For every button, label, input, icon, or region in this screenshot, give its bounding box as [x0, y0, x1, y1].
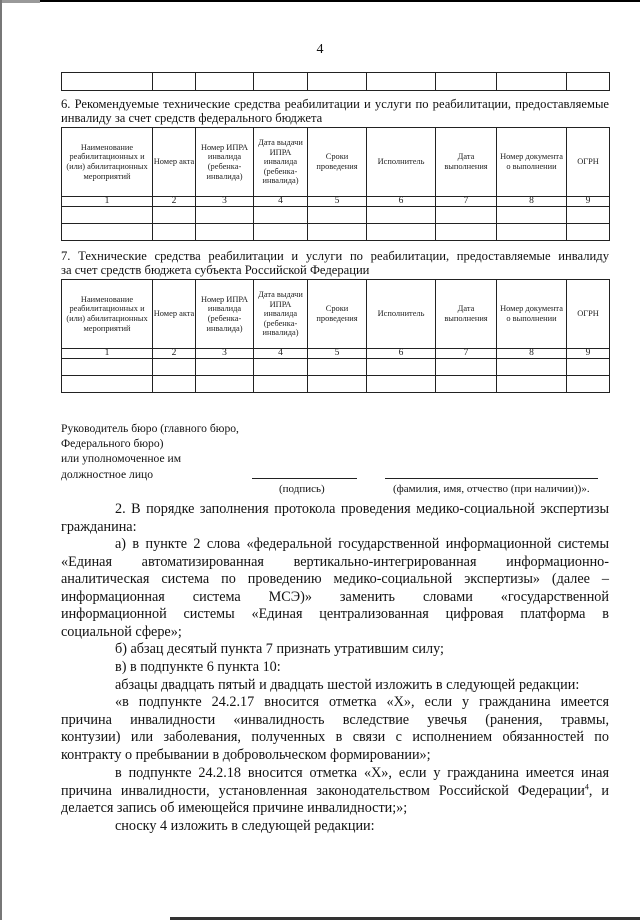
table-cell [567, 73, 610, 91]
table-cell [62, 207, 153, 224]
paragraph-footnote-instruction [61, 818, 609, 836]
text-line: «Единая автоматизированная вертикально-интегрированная информационно- [61, 553, 609, 570]
text-line: в подпункте 24.2.18 вносится отметка «Х», если у гражданина имеется иная [115, 765, 609, 781]
table-cell [153, 224, 196, 241]
signature-label: (подпись) [279, 483, 325, 495]
table-cell [567, 207, 610, 224]
table-cell [367, 359, 436, 376]
table-cell [196, 359, 254, 376]
column-header-activity-name: Наименование реабилитационных и (или) абилитационных мероприятий [62, 128, 153, 197]
page-number: 4 [316, 42, 324, 57]
footnote-marker: 4 [584, 781, 589, 791]
full-name-label: (фамилия, имя, отчество (при наличии))». [393, 483, 590, 495]
table-row [62, 224, 610, 241]
column-number: 9 [567, 349, 610, 359]
text-line: контузии) или заболевания, полученных в связи с исполнением обязанностей по [61, 729, 609, 746]
page-frame-top-accent [0, 0, 40, 3]
column-number: 1 [62, 349, 153, 359]
column-header-completion-date: Дата выполнения [436, 280, 497, 349]
text-line: причина инвалидности, установленная законодательством Российской Федерации$^4$, и [61, 781, 610, 799]
column-header-executor: Исполнитель [367, 280, 436, 349]
column-number: 5 [308, 197, 367, 207]
table-row [62, 73, 610, 91]
column-header-ipra-number: Номер ИПРА инвалида (ребенка-инвалида) [196, 128, 254, 197]
table-cell [196, 376, 254, 393]
paragraph-2b [61, 641, 609, 659]
table-cell [367, 73, 436, 91]
text-line: социальной сфере»; [61, 623, 182, 640]
text-line: информационная система МСЭ)» заменить словами «государственной [61, 588, 609, 605]
table-cell [62, 73, 153, 91]
table-cell [436, 73, 497, 91]
table-cell [497, 376, 567, 393]
table-cell [62, 376, 153, 393]
table-row [62, 376, 610, 393]
column-header-act-number: Номер акта [153, 280, 196, 349]
signatory-line: Федерального бюро) [61, 437, 164, 451]
text-line: б) абзац десятый пункта 7 признать утратившим силу; [115, 641, 444, 657]
text-line: сноску 4 изложить в следующей редакции: [115, 818, 375, 834]
table-cell [254, 224, 308, 241]
signatory-line: Руководитель бюро (главного бюро, [61, 422, 239, 435]
paragraph-2 [61, 501, 609, 536]
signature-line [252, 478, 357, 479]
column-number: 2 [153, 349, 196, 359]
column-number: 6 [367, 349, 436, 359]
table-cell [153, 73, 196, 91]
table-number-row [62, 197, 610, 207]
continuation-table [61, 72, 610, 91]
column-number: 3 [196, 197, 254, 207]
table-cell [254, 73, 308, 91]
column-number: 8 [497, 197, 567, 207]
column-number: 2 [153, 197, 196, 207]
table-number-row [62, 349, 610, 359]
table-cell [62, 224, 153, 241]
section-6-title-line: инвалиду за счет средств федерального бюджета [61, 110, 323, 125]
table-cell [436, 376, 497, 393]
column-header-ipra-date: Дата выдачи ИПРА инвалида (ребенка-инвалида) [254, 128, 308, 197]
column-header-ogrn: ОГРН [567, 280, 610, 349]
column-header-document-number: Номер документа о выполнении [497, 128, 567, 197]
section-7-title-line: за счет средств бюджета субъекта Российской Федерации [61, 262, 370, 277]
table-cell [308, 207, 367, 224]
section-7-title-line: 7. Технические средства реабилитации и услуги по реабилитации, предоставляемые инвалиду [61, 249, 609, 263]
paragraph-24-2-17 [61, 694, 609, 764]
section-7-table [61, 279, 610, 393]
column-header-activity-name: Наименование реабилитационных и (или) абилитационных мероприятий [62, 280, 153, 349]
column-header-ogrn: ОГРН [567, 128, 610, 197]
column-number: 3 [196, 349, 254, 359]
table-cell [497, 207, 567, 224]
table-cell [153, 359, 196, 376]
table-cell [567, 376, 610, 393]
text-line: контракту о пребывании в добровольческом формировании»; [61, 746, 431, 763]
table-cell [62, 359, 153, 376]
column-header-executor: Исполнитель [367, 128, 436, 197]
signatory-line: должностное лицо [61, 467, 154, 481]
table-cell [308, 224, 367, 241]
table-header-row [62, 128, 610, 197]
paragraph-2c-intro [61, 677, 609, 695]
text-line: аналитическая система по проведению медико-социальной экспертизы» (далее – [61, 571, 609, 588]
table-cell [308, 359, 367, 376]
column-number: 5 [308, 349, 367, 359]
column-header-act-number: Номер акта [153, 128, 196, 197]
column-number: 4 [254, 197, 308, 207]
table-cell [196, 224, 254, 241]
column-number: 6 [367, 197, 436, 207]
text-line: гражданина: [61, 518, 137, 535]
text-line: 2. В порядке заполнения протокола проведения медико-социальной экспертизы [115, 501, 609, 517]
table-header-row [62, 280, 610, 349]
section-6-title-line: 6. Рекомендуемые технические средства реабилитации и услуги по реабилитации, предоставляемые [61, 97, 609, 111]
column-header-ipra-number: Номер ИПРА инвалида (ребенка-инвалида) [196, 280, 254, 349]
text-line: в) в подпункте 6 пункта 10: [115, 659, 281, 675]
table-cell [567, 224, 610, 241]
table-cell [497, 73, 567, 91]
table-cell [497, 359, 567, 376]
full-name-line [385, 478, 598, 479]
page-frame-top [0, 0, 640, 2]
table-cell [254, 376, 308, 393]
section-6-table [61, 127, 610, 241]
signatory-line: или уполномоченное им [61, 452, 182, 466]
table-cell [196, 73, 254, 91]
table-cell [308, 376, 367, 393]
table-cell [367, 376, 436, 393]
column-header-period: Сроки проведения [308, 128, 367, 197]
section-7-title [61, 250, 609, 277]
section-6-title [61, 98, 609, 125]
table-cell [196, 207, 254, 224]
paragraph-2a [61, 536, 609, 642]
paragraph-2c [61, 659, 609, 677]
table-cell [254, 359, 308, 376]
table-cell [436, 359, 497, 376]
table-row [62, 359, 610, 376]
paragraph-24-2-18 [61, 765, 609, 818]
table-cell [153, 376, 196, 393]
column-header-completion-date: Дата выполнения [436, 128, 497, 197]
text-line: абзацы двадцать пятый и двадцать шестой изложить в следующей редакции: [115, 677, 580, 693]
table-cell [367, 207, 436, 224]
column-number: 1 [62, 197, 153, 207]
table-row [62, 207, 610, 224]
text-line: «в подпункте 24.2.17 вносится отметка «Х», если у гражданина имеется [115, 694, 609, 710]
column-number: 9 [567, 197, 610, 207]
text-line: делается запись об имеющейся причине инвалидности;»; [61, 800, 408, 817]
column-number: 7 [436, 197, 497, 207]
table-cell [367, 224, 436, 241]
table-cell [567, 359, 610, 376]
column-header-period: Сроки проведения [308, 280, 367, 349]
page-frame-left [0, 0, 2, 920]
table-cell [436, 207, 497, 224]
table-cell [254, 207, 308, 224]
text-line: информационной системы «Единая централизованная цифровая платформа в [61, 606, 609, 623]
table-cell [153, 207, 196, 224]
text-line: причина инвалидности «инвалидность вследствие увечья (ранения, травмы, [61, 711, 609, 728]
text-line: а) в пункте 2 слова «федеральной государственной информационной системы [115, 536, 609, 552]
column-header-document-number: Номер документа о выполнении [497, 280, 567, 349]
column-number: 8 [497, 349, 567, 359]
signatory-title [61, 421, 239, 482]
column-header-ipra-date: Дата выдачи ИПРА инвалида (ребенка-инвалида) [254, 280, 308, 349]
column-number: 7 [436, 349, 497, 359]
table-cell [436, 224, 497, 241]
table-cell [308, 73, 367, 91]
table-cell [497, 224, 567, 241]
column-number: 4 [254, 349, 308, 359]
